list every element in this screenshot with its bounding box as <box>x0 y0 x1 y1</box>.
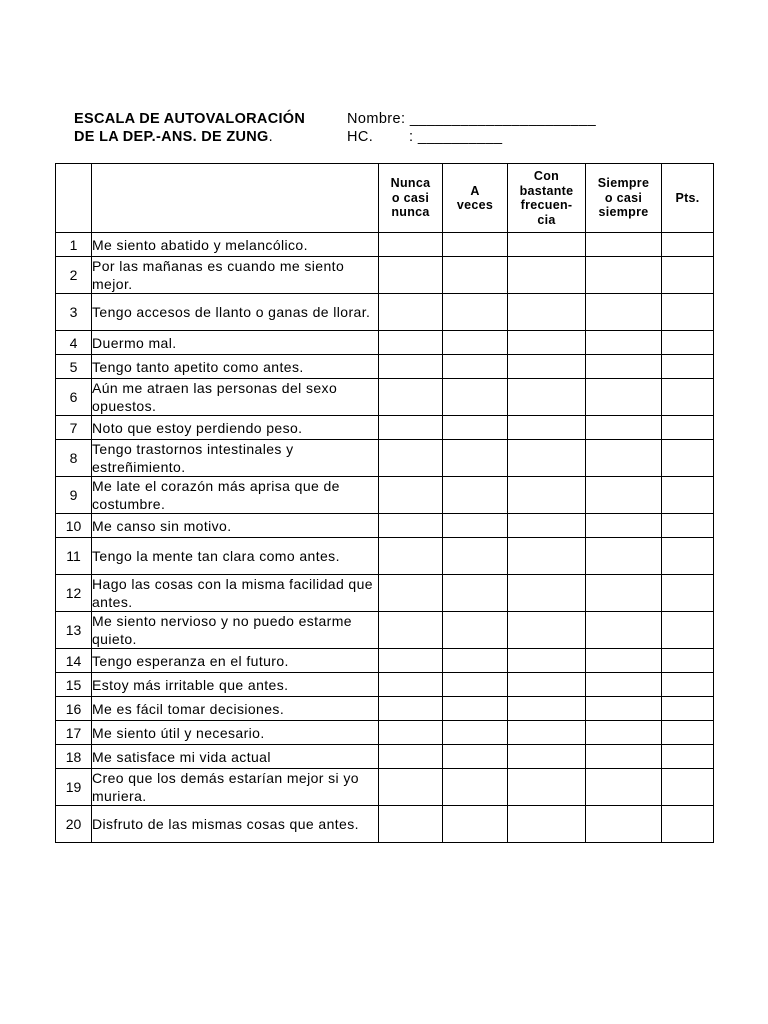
form-title-line2-text: DE LA DEP.-ANS. DE ZUNG <box>74 129 269 145</box>
zung-scale-table <box>55 163 714 843</box>
item-number: 8 <box>56 440 92 477</box>
item-number: 10 <box>56 514 92 538</box>
item-statement: Creo que los demás estarían mejor si yo muriera. <box>92 769 379 806</box>
answer-cell-con-bastante[interactable] <box>508 331 586 355</box>
answer-cell-con-bastante[interactable] <box>508 806 586 843</box>
item-statement: Duermo mal. <box>92 331 379 355</box>
answer-cell-siempre[interactable] <box>586 514 662 538</box>
answer-cell-nunca[interactable] <box>379 355 443 379</box>
table-row <box>56 538 714 575</box>
answer-cell-pts[interactable] <box>662 769 714 806</box>
item-number: 16 <box>56 697 92 721</box>
item-number: 17 <box>56 721 92 745</box>
answer-cell-con-bastante[interactable] <box>508 538 586 575</box>
answer-cell-a-veces[interactable] <box>443 769 508 806</box>
answer-cell-pts[interactable] <box>662 721 714 745</box>
answer-cell-siempre[interactable] <box>586 769 662 806</box>
form-title-line2 <box>74 128 347 146</box>
answer-cell-pts[interactable] <box>662 294 714 331</box>
table-row <box>56 612 714 649</box>
answer-cell-siempre[interactable] <box>586 673 662 697</box>
answer-cell-siempre[interactable] <box>586 440 662 477</box>
table-row <box>56 721 714 745</box>
answer-cell-con-bastante[interactable] <box>508 477 586 514</box>
answer-cell-nunca[interactable] <box>379 331 443 355</box>
nombre-field: Nombre: ______________________ <box>347 111 597 127</box>
answer-cell-a-veces[interactable] <box>443 257 508 294</box>
answer-cell-con-bastante[interactable] <box>508 697 586 721</box>
answer-cell-con-bastante[interactable] <box>508 575 586 612</box>
answer-cell-nunca[interactable] <box>379 440 443 477</box>
item-number: 4 <box>56 331 92 355</box>
table-row <box>56 416 714 440</box>
hc-label: HC. <box>347 129 374 145</box>
item-statement: Disfruto de las mismas cosas que antes. <box>92 806 379 843</box>
answer-cell-a-veces[interactable] <box>443 379 508 416</box>
header-row-1 <box>74 110 694 128</box>
answer-cell-a-veces[interactable] <box>443 806 508 843</box>
item-statement: Me canso sin motivo. <box>92 514 379 538</box>
answer-cell-pts[interactable] <box>662 331 714 355</box>
answer-cell-nunca[interactable] <box>379 769 443 806</box>
answer-cell-a-veces[interactable] <box>443 745 508 769</box>
answer-cell-nunca[interactable] <box>379 294 443 331</box>
answer-cell-con-bastante[interactable] <box>508 612 586 649</box>
item-statement: Me siento nervioso y no puedo estarme quieto. <box>92 612 379 649</box>
table-row <box>56 294 714 331</box>
answer-cell-a-veces[interactable] <box>443 233 508 257</box>
item-statement: Me es fácil tomar decisiones. <box>92 697 379 721</box>
answer-cell-con-bastante[interactable] <box>508 673 586 697</box>
item-statement: Tengo esperanza en el futuro. <box>92 649 379 673</box>
table-row <box>56 806 714 843</box>
item-number: 20 <box>56 806 92 843</box>
answer-cell-siempre[interactable] <box>586 416 662 440</box>
answer-cell-pts[interactable] <box>662 806 714 843</box>
answer-cell-a-veces[interactable] <box>443 538 508 575</box>
answer-cell-con-bastante[interactable] <box>508 233 586 257</box>
answer-cell-nunca[interactable] <box>379 649 443 673</box>
item-number: 7 <box>56 416 92 440</box>
table-row <box>56 649 714 673</box>
column-header-siempre: Siempre o casi siempre <box>586 164 662 233</box>
item-number: 6 <box>56 379 92 416</box>
item-number: 11 <box>56 538 92 575</box>
item-number: 9 <box>56 477 92 514</box>
answer-cell-con-bastante[interactable] <box>508 514 586 538</box>
table-row <box>56 514 714 538</box>
item-statement: Estoy más irritable que antes. <box>92 673 379 697</box>
answer-cell-con-bastante[interactable] <box>508 379 586 416</box>
column-header-a_veces: A veces <box>443 164 508 233</box>
table-row <box>56 257 714 294</box>
column-header-num <box>56 164 92 233</box>
answer-cell-nunca[interactable] <box>379 416 443 440</box>
answer-cell-nunca[interactable] <box>379 575 443 612</box>
table-row <box>56 673 714 697</box>
item-number: 5 <box>56 355 92 379</box>
answer-cell-siempre[interactable] <box>586 233 662 257</box>
item-statement: Tengo la mente tan clara como antes. <box>92 538 379 575</box>
answer-cell-pts[interactable] <box>662 416 714 440</box>
answer-cell-pts[interactable] <box>662 612 714 649</box>
table-row <box>56 745 714 769</box>
answer-cell-pts[interactable] <box>662 649 714 673</box>
answer-cell-nunca[interactable] <box>379 612 443 649</box>
answer-cell-nunca[interactable] <box>379 538 443 575</box>
answer-cell-pts[interactable] <box>662 697 714 721</box>
column-header-pts: Pts. <box>662 164 714 233</box>
answer-cell-siempre[interactable] <box>586 477 662 514</box>
column-header-con_bastante: Con bastante frecuen- cia <box>508 164 586 233</box>
answer-cell-a-veces[interactable] <box>443 416 508 440</box>
answer-cell-pts[interactable] <box>662 257 714 294</box>
answer-cell-con-bastante[interactable] <box>508 355 586 379</box>
table-row <box>56 477 714 514</box>
item-statement: Por las mañanas es cuando me siento mejor. <box>92 257 379 294</box>
answer-cell-pts[interactable] <box>662 514 714 538</box>
answer-cell-nunca[interactable] <box>379 477 443 514</box>
item-statement: Aún me atraen las personas del sexo opuestos. <box>92 379 379 416</box>
answer-cell-siempre[interactable] <box>586 806 662 843</box>
answer-cell-con-bastante[interactable] <box>508 294 586 331</box>
item-number: 18 <box>56 745 92 769</box>
answer-cell-a-veces[interactable] <box>443 514 508 538</box>
answer-cell-pts[interactable] <box>662 379 714 416</box>
table-row <box>56 379 714 416</box>
item-number: 2 <box>56 257 92 294</box>
item-number: 19 <box>56 769 92 806</box>
item-statement: Me late el corazón más aprisa que de costumbre. <box>92 477 379 514</box>
item-number: 15 <box>56 673 92 697</box>
answer-cell-con-bastante[interactable] <box>508 257 586 294</box>
answer-cell-pts[interactable] <box>662 538 714 575</box>
answer-cell-nunca[interactable] <box>379 697 443 721</box>
answer-cell-con-bastante[interactable] <box>508 721 586 745</box>
answer-cell-a-veces[interactable] <box>443 331 508 355</box>
answer-cell-siempre[interactable] <box>586 331 662 355</box>
table-row <box>56 697 714 721</box>
item-statement: Me siento útil y necesario. <box>92 721 379 745</box>
answer-cell-a-veces[interactable] <box>443 649 508 673</box>
item-number: 14 <box>56 649 92 673</box>
answer-cell-pts[interactable] <box>662 440 714 477</box>
answer-cell-nunca[interactable] <box>379 745 443 769</box>
table-header-row <box>56 164 714 233</box>
item-number: 1 <box>56 233 92 257</box>
answer-cell-a-veces[interactable] <box>443 294 508 331</box>
answer-cell-nunca[interactable] <box>379 379 443 416</box>
table-row <box>56 355 714 379</box>
answer-cell-siempre[interactable] <box>586 379 662 416</box>
answer-cell-siempre[interactable] <box>586 575 662 612</box>
answer-cell-siempre[interactable] <box>586 538 662 575</box>
answer-cell-a-veces[interactable] <box>443 721 508 745</box>
table-row <box>56 769 714 806</box>
answer-cell-a-veces[interactable] <box>443 575 508 612</box>
answer-cell-con-bastante[interactable] <box>508 416 586 440</box>
item-statement: Me satisface mi vida actual <box>92 745 379 769</box>
answer-cell-siempre[interactable] <box>586 355 662 379</box>
answer-cell-pts[interactable] <box>662 745 714 769</box>
item-statement: Noto que estoy perdiendo peso. <box>92 416 379 440</box>
answer-cell-a-veces[interactable] <box>443 612 508 649</box>
answer-cell-a-veces[interactable] <box>443 355 508 379</box>
item-statement: Tengo trastornos intestinales y estreñimiento. <box>92 440 379 477</box>
table-row <box>56 440 714 477</box>
item-statement: Me siento abatido y melancólico. <box>92 233 379 257</box>
answer-cell-pts[interactable] <box>662 673 714 697</box>
item-number: 13 <box>56 612 92 649</box>
hc-field <box>347 128 503 146</box>
table-row <box>56 575 714 612</box>
answer-cell-pts[interactable] <box>662 233 714 257</box>
item-number: 3 <box>56 294 92 331</box>
answer-cell-siempre[interactable] <box>586 697 662 721</box>
column-header-nunca: Nunca o casi nunca <box>379 164 443 233</box>
item-statement: Hago las cosas con la misma facilidad que antes. <box>92 575 379 612</box>
answer-cell-nunca[interactable] <box>379 257 443 294</box>
answer-cell-a-veces[interactable] <box>443 440 508 477</box>
answer-cell-pts[interactable] <box>662 575 714 612</box>
hc-blank: : __________ <box>409 129 503 145</box>
answer-cell-a-veces[interactable] <box>443 673 508 697</box>
answer-cell-a-veces[interactable] <box>443 697 508 721</box>
answer-cell-siempre[interactable] <box>586 745 662 769</box>
form-header <box>74 110 694 146</box>
answer-cell-nunca[interactable] <box>379 233 443 257</box>
answer-cell-con-bastante[interactable] <box>508 769 586 806</box>
header-row-2 <box>74 128 694 146</box>
answer-cell-nunca[interactable] <box>379 721 443 745</box>
answer-cell-nunca[interactable] <box>379 806 443 843</box>
answer-cell-nunca[interactable] <box>379 673 443 697</box>
form-title-line1: ESCALA DE AUTOVALORACIÓN <box>74 111 306 127</box>
item-number: 12 <box>56 575 92 612</box>
answer-cell-nunca[interactable] <box>379 514 443 538</box>
column-header-item <box>92 164 379 233</box>
answer-cell-pts[interactable] <box>662 355 714 379</box>
answer-cell-siempre[interactable] <box>586 257 662 294</box>
answer-cell-siempre[interactable] <box>586 649 662 673</box>
table-body <box>56 233 714 843</box>
item-statement: Tengo tanto apetito como antes. <box>92 355 379 379</box>
answer-cell-pts[interactable] <box>662 477 714 514</box>
table-row <box>56 331 714 355</box>
answer-cell-con-bastante[interactable] <box>508 649 586 673</box>
answer-cell-siempre[interactable] <box>586 612 662 649</box>
answer-cell-a-veces[interactable] <box>443 477 508 514</box>
answer-cell-con-bastante[interactable] <box>508 745 586 769</box>
answer-cell-con-bastante[interactable] <box>508 440 586 477</box>
table-row <box>56 233 714 257</box>
form-title-line2-suffix: . <box>268 129 273 145</box>
item-statement: Tengo accesos de llanto o ganas de llorar. <box>92 294 379 331</box>
answer-cell-siempre[interactable] <box>586 294 662 331</box>
answer-cell-siempre[interactable] <box>586 721 662 745</box>
